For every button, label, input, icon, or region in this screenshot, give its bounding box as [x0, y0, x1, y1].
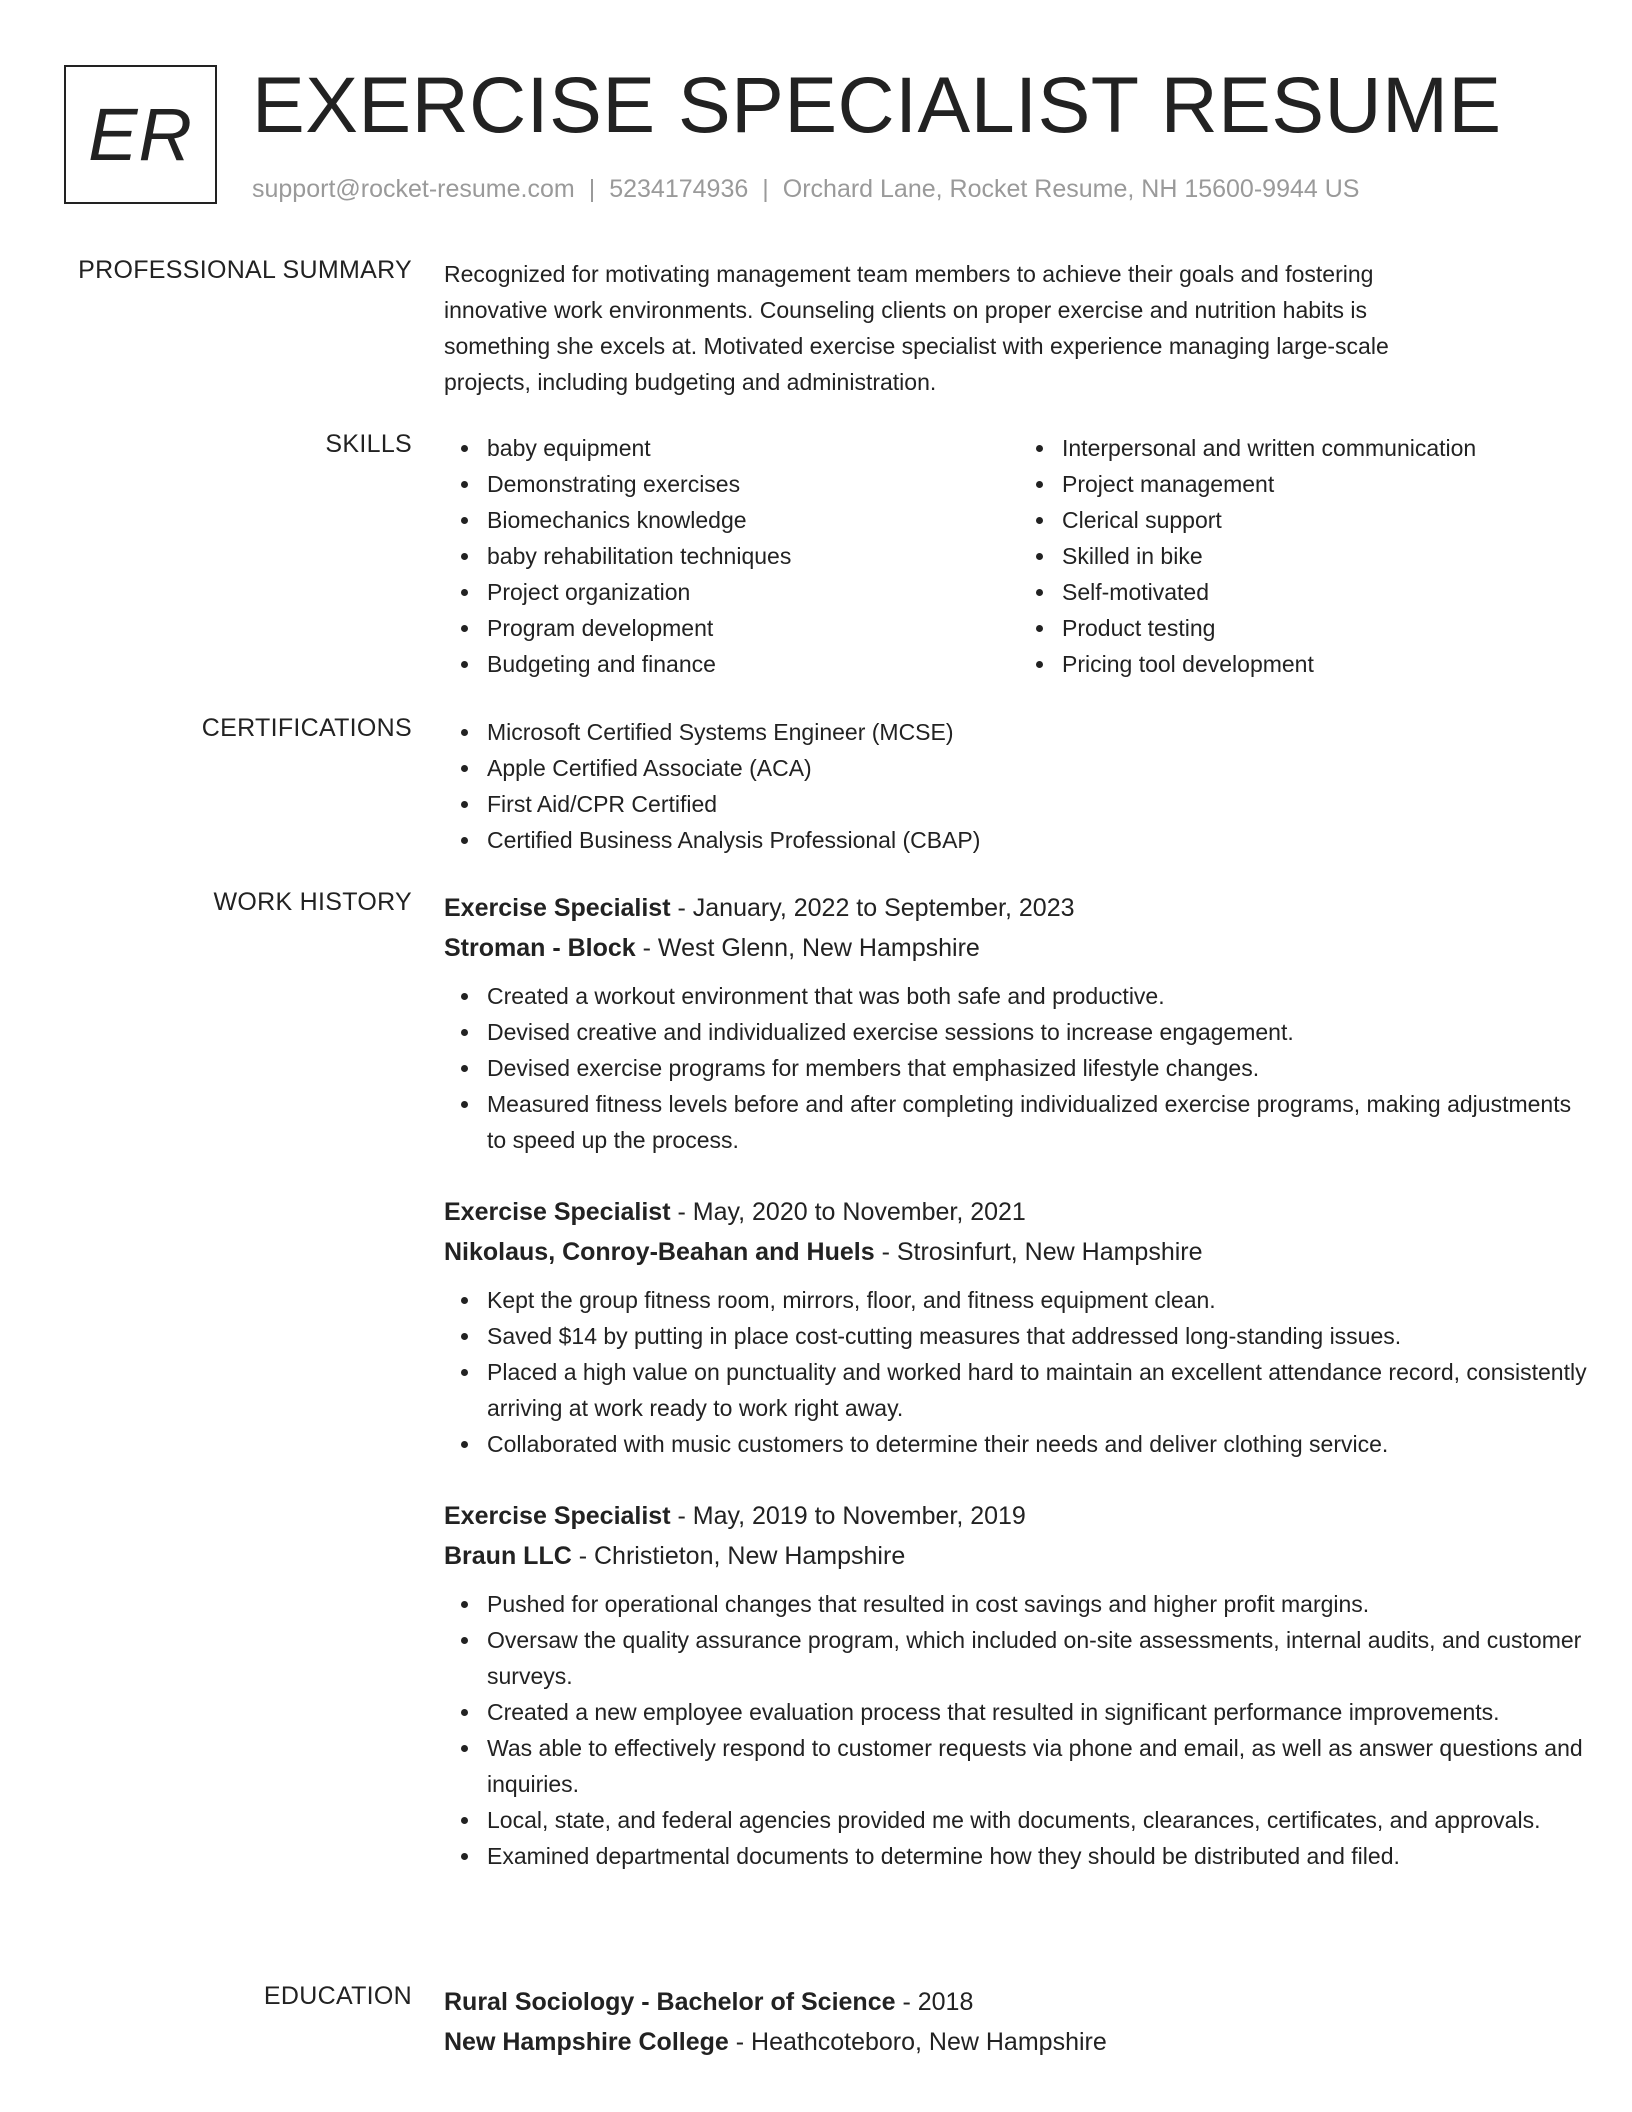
job-location: - Strosinfurt, New Hampshire — [874, 1238, 1203, 1266]
contact-line — [252, 175, 1359, 204]
job-bullet: Devised creative and individualized exercise sessions to increase engagement. — [487, 1014, 1594, 1050]
education-location: - Heathcoteboro, New Hampshire — [728, 2028, 1107, 2056]
skill-item: Biomechanics knowledge — [487, 502, 1019, 538]
education-label: EDUCATION — [263, 1982, 412, 2010]
contact-address: Orchard Lane, Rocket Resume, NH 15600-9944 US — [782, 175, 1360, 203]
job-bullets — [444, 1282, 1594, 1462]
job-company: Braun LLC — [444, 1542, 572, 1570]
job-company-line — [444, 928, 1594, 968]
job-bullet: Created a workout environment that was both safe and productive. — [487, 978, 1594, 1014]
skill-item: Product testing — [1062, 610, 1594, 646]
job-company-line — [444, 1536, 1594, 1576]
contact-separator: | — [762, 175, 769, 203]
skill-item: Clerical support — [1062, 502, 1594, 538]
job-dates: - May, 2020 to November, 2021 — [670, 1198, 1026, 1226]
education-degree: Rural Sociology - Bachelor of Science — [444, 1988, 896, 2016]
job-bullets — [444, 1586, 1594, 1874]
job-company: Nikolaus, Conroy-Beahan and Huels — [444, 1238, 875, 1266]
job-bullet: Local, state, and federal agencies provided me with documents, clearances, certificates, and approvals. — [487, 1802, 1594, 1838]
job-dates: - January, 2022 to September, 2023 — [670, 894, 1075, 922]
skill-item: Budgeting and finance — [487, 646, 1019, 682]
contact-email[interactable]: support@rocket-resume.com — [252, 175, 575, 203]
page-title: EXERCISE SPECIALIST RESUME — [252, 60, 1502, 149]
certification-item: First Aid/CPR Certified — [487, 786, 1594, 822]
job-bullet: Devised exercise programs for members that emphasized lifestyle changes. — [487, 1050, 1594, 1086]
job-title-line — [444, 1192, 1594, 1232]
job-title-line — [444, 1496, 1594, 1536]
certification-item: Microsoft Certified Systems Engineer (MCSE) — [487, 714, 1594, 750]
skill-item: Interpersonal and written communication — [1062, 430, 1594, 466]
skill-item: baby rehabilitation techniques — [487, 538, 1019, 574]
job-bullet: Collaborated with music customers to determine their needs and deliver clothing service. — [487, 1426, 1594, 1462]
education-school-line — [444, 2022, 1594, 2062]
summary-text: Recognized for motivating management team members to achieve their goals and fostering innovative work environments. Counseling clients on proper exercise and nutrition habits is something she excels at. Motivated exercise specialist with experience managing large-scale projects, including budgeting and administration. — [444, 261, 1389, 395]
job-bullet: Created a new employee evaluation process that resulted in significant performance improvements. — [487, 1694, 1594, 1730]
job-company: Stroman - Block — [444, 934, 636, 962]
skills-label: SKILLS — [325, 430, 412, 458]
education-school: New Hampshire College — [444, 2028, 729, 2056]
monogram-logo: ER — [64, 65, 217, 204]
skill-item: Pricing tool development — [1062, 646, 1594, 682]
skill-item: Project management — [1062, 466, 1594, 502]
skill-item: Program development — [487, 610, 1019, 646]
skills-list-left — [444, 430, 1019, 682]
job-bullet: Oversaw the quality assurance program, which included on-site assessments, internal audits, and customer surveys. — [487, 1622, 1594, 1694]
job-title: Exercise Specialist — [444, 1198, 671, 1226]
job-bullet: Saved $14 by putting in place cost-cutting measures that addressed long-standing issues. — [487, 1318, 1594, 1354]
skill-item: Self-motivated — [1062, 574, 1594, 610]
contact-separator: | — [588, 175, 596, 203]
skill-item: baby equipment — [487, 430, 1019, 466]
skill-item: Skilled in bike — [1062, 538, 1594, 574]
certification-item: Apple Certified Associate (ACA) — [487, 750, 1594, 786]
job-bullet: Measured fitness levels before and after completing individualized exercise programs, making adjustments to speed up the process. — [487, 1086, 1594, 1158]
certifications-label: CERTIFICATIONS — [201, 714, 412, 742]
job-title: Exercise Specialist — [444, 894, 671, 922]
job-location: - Christieton, New Hampshire — [571, 1542, 906, 1570]
summary-label: PROFESSIONAL SUMMARY — [78, 256, 412, 284]
skills-list-right — [1019, 430, 1594, 682]
contact-phone[interactable]: 5234174936 — [609, 175, 749, 203]
job-bullets — [444, 978, 1594, 1158]
job-bullet: Was able to effectively respond to customer requests via phone and email, as well as answer questions and inquiries. — [487, 1730, 1594, 1802]
job-bullet: Kept the group fitness room, mirrors, floor, and fitness equipment clean. — [487, 1282, 1594, 1318]
skill-item: Project organization — [487, 574, 1019, 610]
job-company-line — [444, 1232, 1594, 1272]
job-title-line — [444, 888, 1594, 928]
work-history-label: WORK HISTORY — [213, 888, 412, 916]
job-title: Exercise Specialist — [444, 1502, 671, 1530]
skills-columns — [444, 430, 1594, 682]
skill-item: Demonstrating exercises — [487, 466, 1019, 502]
job-bullet: Examined departmental documents to determine how they should be distributed and filed. — [487, 1838, 1594, 1874]
education-degree-line — [444, 1982, 1594, 2022]
job-bullet: Pushed for operational changes that resulted in cost savings and higher profit margins. — [487, 1586, 1594, 1622]
job-bullet: Placed a high value on punctuality and worked hard to maintain an excellent attendance record, consistently arriving at work ready to work right away. — [487, 1354, 1594, 1426]
certification-item: Certified Business Analysis Professional (CBAP) — [487, 822, 1594, 858]
job-location: - West Glenn, New Hampshire — [635, 934, 980, 962]
resume-header — [64, 60, 1584, 210]
job-dates: - May, 2019 to November, 2019 — [670, 1502, 1026, 1530]
certifications-list — [444, 714, 1594, 858]
education-year: - 2018 — [895, 1988, 974, 2016]
